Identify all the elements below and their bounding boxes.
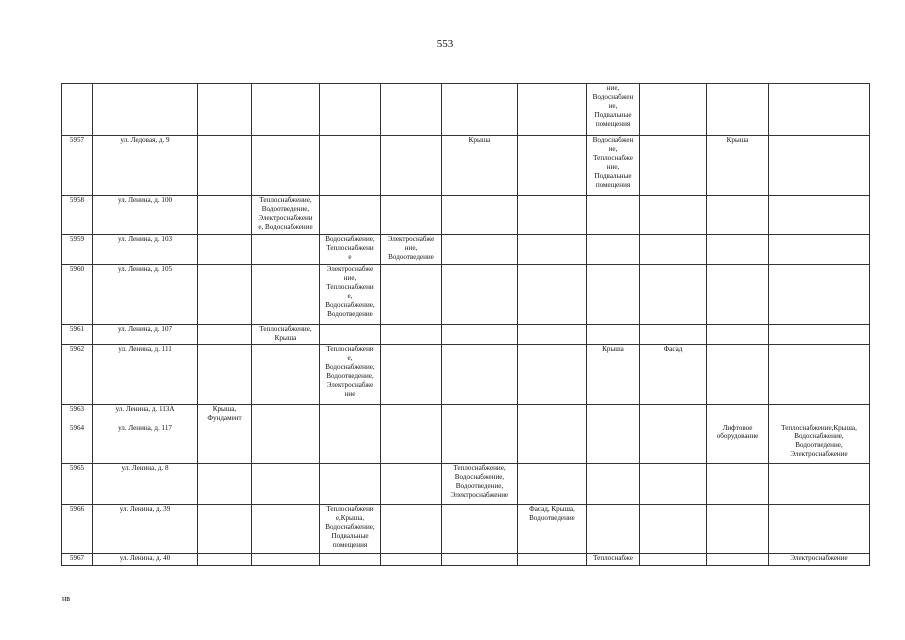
work-type-cell <box>707 505 769 554</box>
work-type-cell <box>198 136 252 196</box>
work-type-cell <box>381 405 442 424</box>
work-type-cell <box>518 196 587 235</box>
work-type-cell <box>707 196 769 235</box>
address-cell: ул. Ленина, д. 103 <box>93 235 198 265</box>
work-type-cell <box>707 265 769 325</box>
work-type-cell <box>587 405 640 424</box>
work-type-cell: Электроснабже ние, Теплоснабжени е, Водоснабжение, Водоотведение <box>320 265 381 325</box>
work-type-cell: Крыша <box>587 345 640 405</box>
work-type-cell <box>320 196 381 235</box>
work-type-cell: Крыша <box>707 136 769 196</box>
work-type-cell <box>198 464 252 505</box>
work-type-cell <box>198 84 252 136</box>
address-cell <box>93 84 198 136</box>
footer-mark: нв <box>62 594 71 603</box>
work-type-cell <box>769 325 870 345</box>
work-type-cell <box>707 554 769 566</box>
work-type-cell <box>198 424 252 464</box>
work-type-cell <box>587 235 640 265</box>
work-type-cell <box>198 345 252 405</box>
work-type-cell: Электроснабже ние, Водоотведение <box>381 235 442 265</box>
work-type-cell: Водоснабжение, Теплоснабжени е <box>320 235 381 265</box>
repair-schedule-table <box>61 83 870 566</box>
work-type-cell <box>252 505 320 554</box>
table-row <box>62 345 870 405</box>
work-type-cell <box>587 325 640 345</box>
work-type-cell <box>640 235 707 265</box>
work-type-cell <box>640 464 707 505</box>
work-type-cell <box>587 505 640 554</box>
row-number-cell: 5958 <box>62 196 93 235</box>
work-type-cell <box>707 325 769 345</box>
work-type-cell <box>320 136 381 196</box>
work-type-cell: Теплоснабже <box>587 554 640 566</box>
row-number-cell: 5959 <box>62 235 93 265</box>
work-type-cell <box>707 464 769 505</box>
work-type-cell <box>640 136 707 196</box>
work-type-cell <box>198 235 252 265</box>
work-type-cell <box>442 235 518 265</box>
address-cell: ул. Ленина, д. 105 <box>93 265 198 325</box>
work-type-cell: Фасад <box>640 345 707 405</box>
work-type-cell: Теплоснабжени е, Водоснабжение, Водоотведение, Электроснабже ние <box>320 345 381 405</box>
address-cell: ул. Ленина, д. 39 <box>93 505 198 554</box>
row-number-cell: 5964 <box>62 424 93 464</box>
table-row <box>62 424 870 464</box>
work-type-cell: Теплоснабжение, Водоотведение, Электроснабжени е, Водоснабжение <box>252 196 320 235</box>
table-row <box>62 505 870 554</box>
work-type-cell <box>587 265 640 325</box>
work-type-cell <box>252 84 320 136</box>
table-row <box>62 136 870 196</box>
work-type-cell <box>769 464 870 505</box>
work-type-cell <box>442 196 518 235</box>
work-type-cell <box>769 84 870 136</box>
row-number-cell: 5966 <box>62 505 93 554</box>
row-number-cell: 5957 <box>62 136 93 196</box>
work-type-cell <box>707 235 769 265</box>
work-type-cell <box>640 554 707 566</box>
row-number-cell: 5963 <box>62 405 93 424</box>
work-type-cell <box>252 265 320 325</box>
work-type-cell <box>442 424 518 464</box>
address-cell: ул. Ленина, д. 8 <box>93 464 198 505</box>
work-type-cell <box>198 265 252 325</box>
table-row <box>62 405 870 424</box>
work-type-cell <box>769 405 870 424</box>
work-type-cell <box>587 196 640 235</box>
work-type-cell <box>769 505 870 554</box>
work-type-cell <box>640 405 707 424</box>
work-type-cell <box>518 235 587 265</box>
work-type-cell <box>518 265 587 325</box>
work-type-cell <box>198 325 252 345</box>
work-type-cell <box>381 554 442 566</box>
work-type-cell <box>769 196 870 235</box>
table-body <box>62 84 870 566</box>
work-type-cell <box>518 345 587 405</box>
work-type-cell <box>442 405 518 424</box>
work-type-cell <box>518 554 587 566</box>
work-type-cell <box>442 505 518 554</box>
work-type-cell <box>381 424 442 464</box>
work-type-cell <box>640 84 707 136</box>
work-type-cell <box>587 464 640 505</box>
address-cell: ул. Ленина, д. 107 <box>93 325 198 345</box>
work-type-cell <box>381 505 442 554</box>
address-cell: ул. Ледовая, д. 9 <box>93 136 198 196</box>
table-row <box>62 196 870 235</box>
work-type-cell <box>252 136 320 196</box>
work-type-cell <box>198 554 252 566</box>
address-cell: ул. Ленина, д. 111 <box>93 345 198 405</box>
work-type-cell: Электроснабжение <box>769 554 870 566</box>
work-type-cell <box>518 464 587 505</box>
work-type-cell <box>640 505 707 554</box>
address-cell: ул. Ленина, д. 40 <box>93 554 198 566</box>
page-number: 553 <box>436 38 454 50</box>
work-type-cell <box>707 345 769 405</box>
work-type-cell <box>252 345 320 405</box>
work-type-cell <box>442 84 518 136</box>
row-number-cell: 5962 <box>62 345 93 405</box>
work-type-cell <box>198 505 252 554</box>
work-type-cell <box>587 424 640 464</box>
work-type-cell: Теплоснабжение, Водоснабжение, Водоотведение, Электроснабжение <box>442 464 518 505</box>
work-type-cell <box>252 464 320 505</box>
table-row <box>62 554 870 566</box>
work-type-cell <box>381 265 442 325</box>
row-number-cell: 5960 <box>62 265 93 325</box>
address-cell: ул. Ленина, д. 100 <box>93 196 198 235</box>
work-type-cell <box>769 235 870 265</box>
work-type-cell: Теплоснабжени е,Крыша, Водоснабжение, Подвальные помещения <box>320 505 381 554</box>
work-type-cell <box>381 196 442 235</box>
work-type-cell <box>381 345 442 405</box>
table-row <box>62 325 870 345</box>
work-type-cell <box>518 325 587 345</box>
work-type-cell <box>252 235 320 265</box>
work-type-cell <box>320 84 381 136</box>
work-type-cell <box>518 405 587 424</box>
row-number-cell <box>62 84 93 136</box>
work-type-cell: Фасад, Крыша, Водоотведение <box>518 505 587 554</box>
address-cell: ул. Ленина, д. 117 <box>93 424 198 464</box>
work-type-cell <box>518 136 587 196</box>
work-type-cell <box>442 554 518 566</box>
work-type-cell <box>252 554 320 566</box>
work-type-cell <box>707 405 769 424</box>
work-type-cell <box>252 405 320 424</box>
work-type-cell <box>640 265 707 325</box>
work-type-cell <box>640 196 707 235</box>
row-number-cell: 5961 <box>62 325 93 345</box>
table-row <box>62 235 870 265</box>
work-type-cell: Крыша <box>442 136 518 196</box>
work-type-cell <box>381 136 442 196</box>
work-type-cell: ние, Водоснабжен ие, Подвальные помещения <box>587 84 640 136</box>
work-type-cell: Водоснабжен ие, Теплоснабже ние, Подвальные помещения <box>587 136 640 196</box>
work-type-cell <box>769 136 870 196</box>
table-row <box>62 265 870 325</box>
work-type-cell <box>381 325 442 345</box>
work-type-cell: Теплоснабжение,Крыша, Водоснабжение, Водоотведение, Электроснабжение <box>769 424 870 464</box>
work-type-cell <box>707 84 769 136</box>
work-type-cell <box>320 464 381 505</box>
work-type-cell <box>320 325 381 345</box>
work-type-cell <box>252 424 320 464</box>
work-type-cell <box>320 554 381 566</box>
table-row <box>62 84 870 136</box>
work-type-cell <box>640 325 707 345</box>
work-type-cell <box>769 345 870 405</box>
work-type-cell <box>769 265 870 325</box>
work-type-cell <box>442 265 518 325</box>
work-type-cell <box>198 196 252 235</box>
work-type-cell: Крыша, Фундамент <box>198 405 252 424</box>
work-type-cell <box>442 345 518 405</box>
work-type-cell <box>518 424 587 464</box>
work-type-cell <box>518 84 587 136</box>
work-type-cell <box>442 325 518 345</box>
row-number-cell: 5967 <box>62 554 93 566</box>
work-type-cell <box>381 84 442 136</box>
work-type-cell <box>320 424 381 464</box>
address-cell: ул. Ленина, д. 113А <box>93 405 198 424</box>
work-type-cell: Теплоснабжение, Крыша <box>252 325 320 345</box>
row-number-cell: 5965 <box>62 464 93 505</box>
work-type-cell <box>381 464 442 505</box>
work-type-cell: Лифтовое оборудование <box>707 424 769 464</box>
table-row <box>62 464 870 505</box>
work-type-cell <box>640 424 707 464</box>
work-type-cell <box>320 405 381 424</box>
